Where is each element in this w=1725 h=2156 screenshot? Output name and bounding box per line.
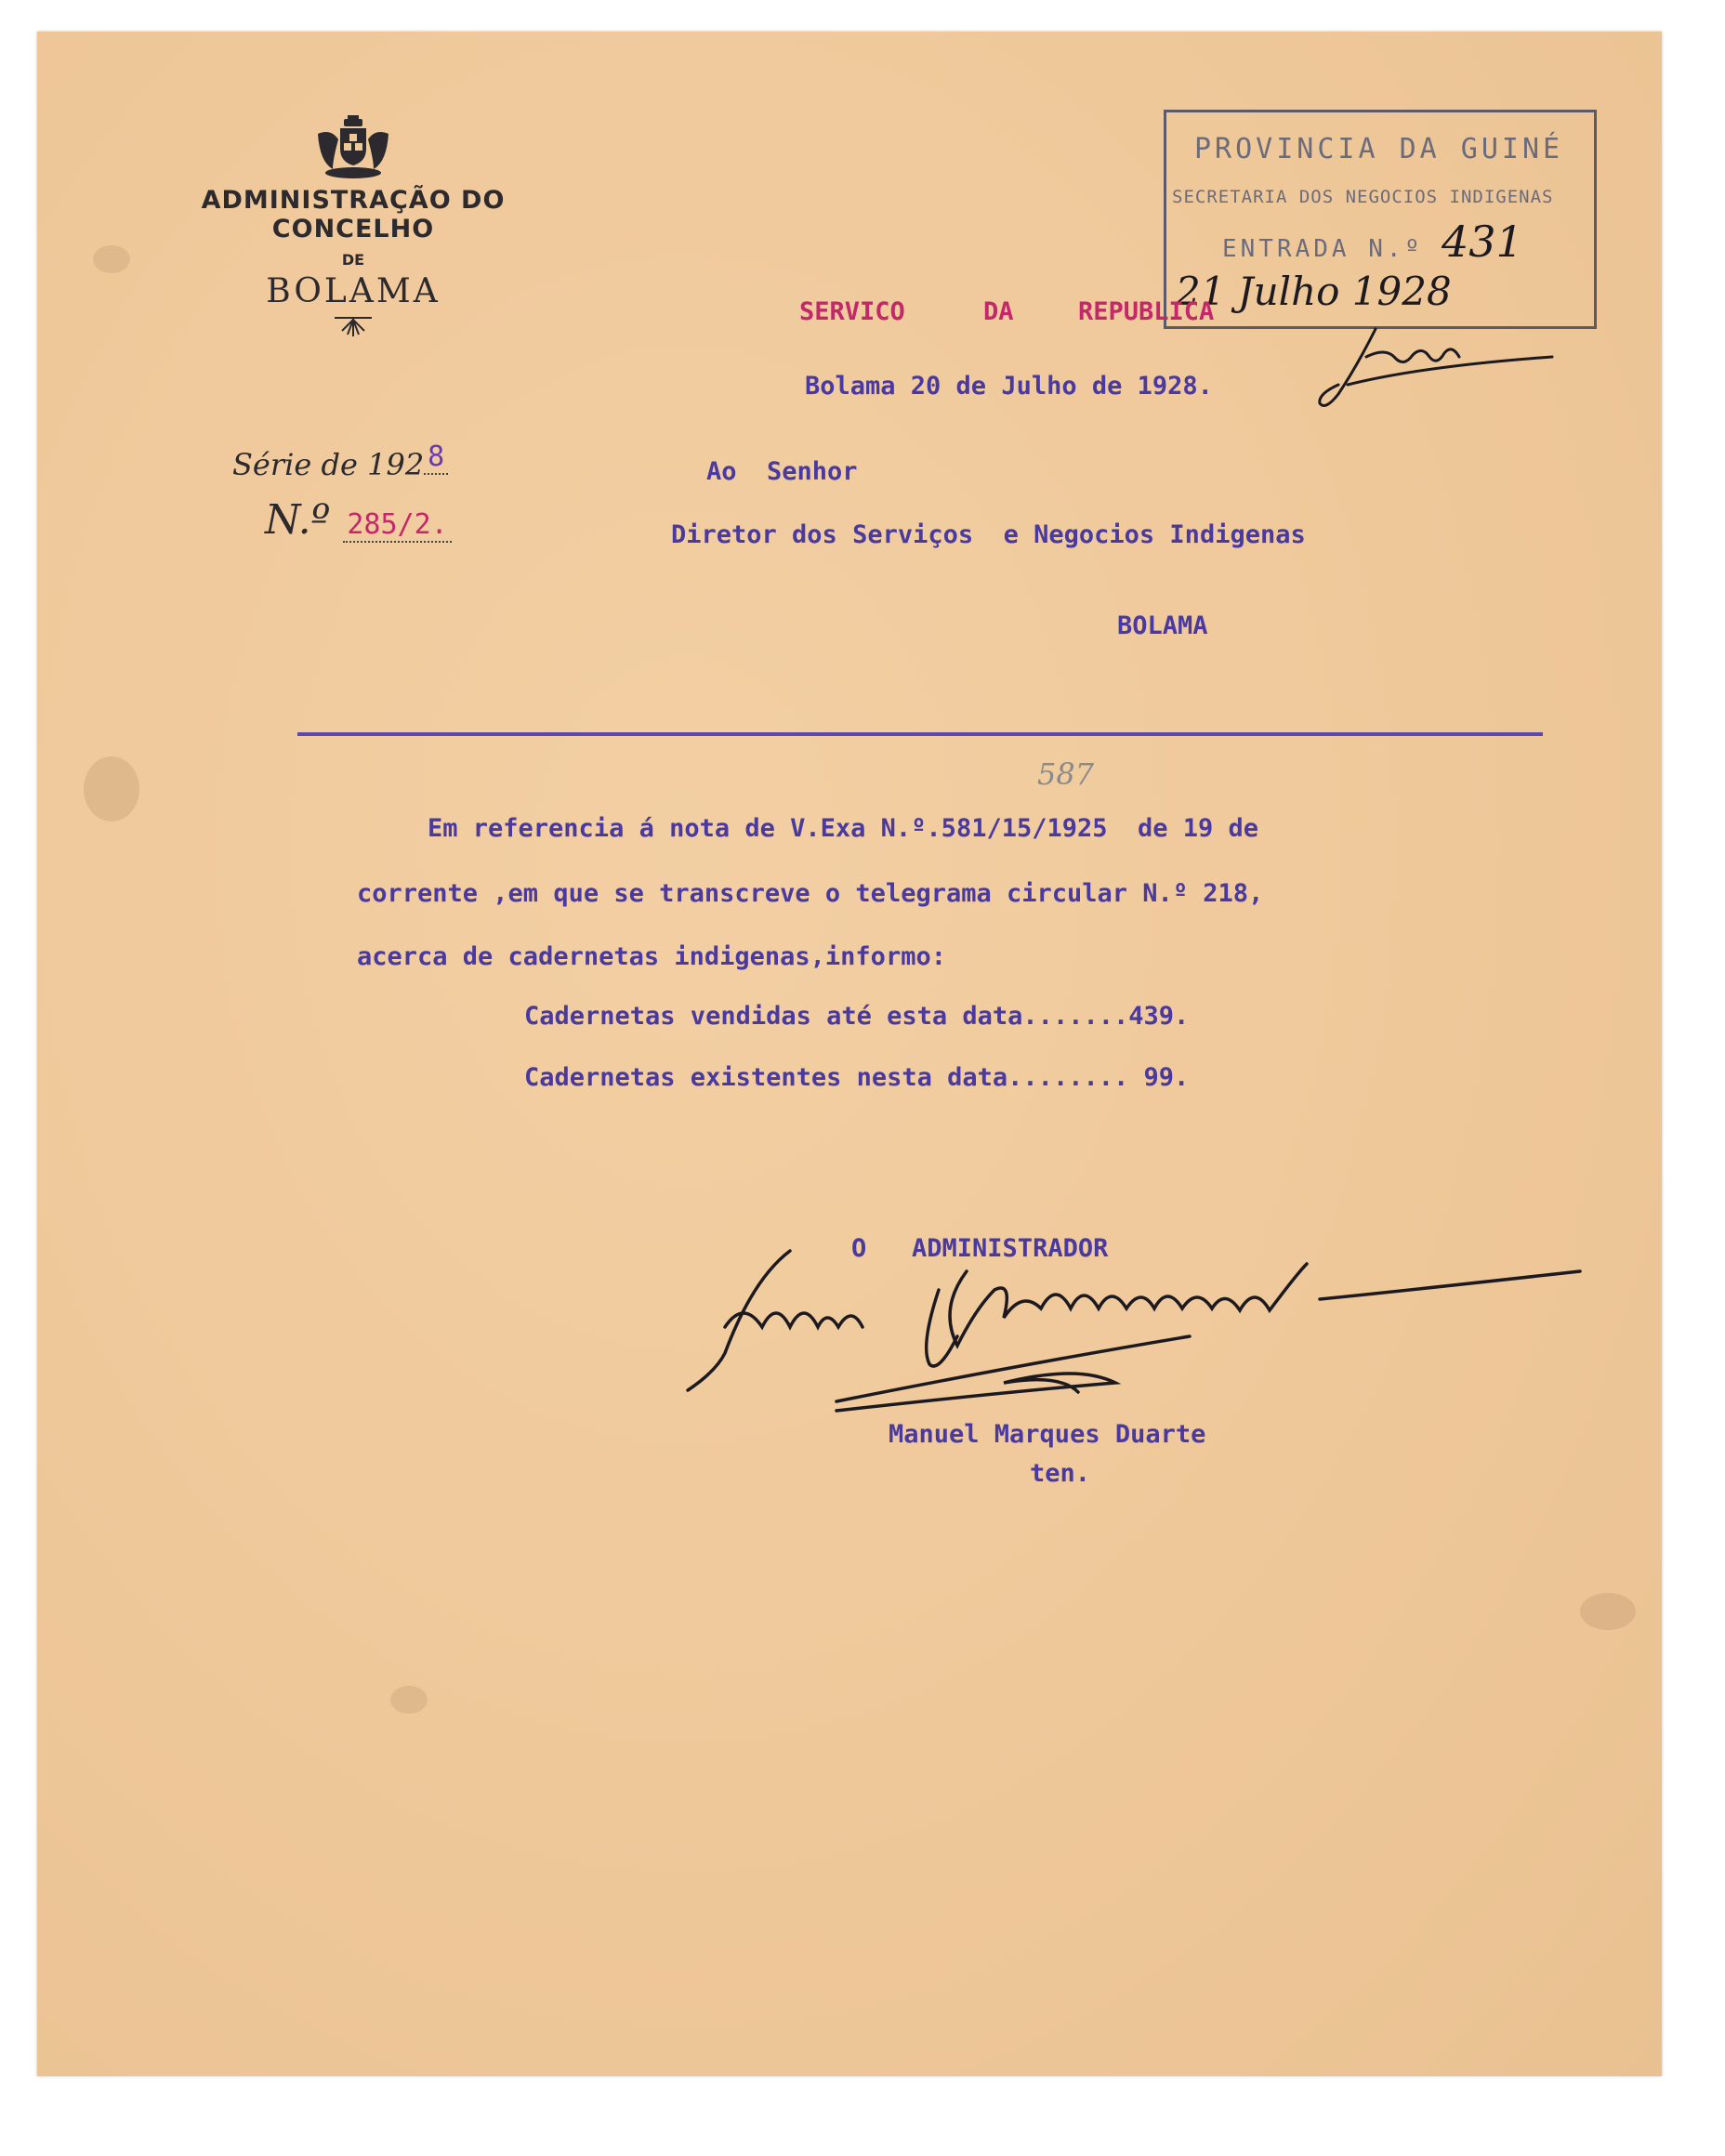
document-page: [37, 32, 1662, 2076]
body-line-1: Em referencia á nota de V.Exa N.º.581/15/1925 de 19 de: [428, 814, 1259, 843]
signature-rank: ten.: [1030, 1459, 1091, 1488]
signature-title: O ADMINISTRADOR: [851, 1234, 1109, 1263]
paper-stain: [93, 245, 130, 273]
serie-label: Série de 192: [232, 447, 425, 482]
addressee-title: Diretor dos Serviços e Negocios Indigenas: [671, 520, 1306, 549]
letterhead-place: BOLAMA: [266, 272, 441, 310]
serie-field: [232, 440, 448, 482]
body-line-2: corrente ,em que se transcreve o telegrama circular N.º 218,: [357, 879, 1264, 908]
paper-stain: [390, 1686, 428, 1714]
service-word-3: REPUBLICA: [1078, 297, 1215, 326]
place-date: Bolama 20 de Julho de 1928.: [805, 372, 1213, 401]
letterhead-title: ADMINISTRAÇÃO DO CONCELHO: [201, 186, 506, 243]
coat-of-arms-icon: [309, 115, 398, 180]
addressee-salutation: Ao Senhor: [706, 457, 858, 486]
serie-year-digit: 8: [424, 440, 448, 475]
paper-stain: [1580, 1593, 1636, 1630]
ornament-icon: [333, 314, 374, 338]
service-word-2: DA: [983, 297, 1014, 326]
stamp-line2: SECRETARIA DOS NEGOCIOS INDIGENAS: [1172, 187, 1554, 207]
body-item-2: Cadernetas existentes nesta data........ 99.: [524, 1063, 1190, 1092]
handwritten-rubric-icon: [1310, 320, 1589, 440]
number-label: N.º: [265, 496, 331, 544]
pencil-note: 587: [1037, 756, 1095, 792]
letterhead: [149, 115, 558, 338]
body-item-1: Cadernetas vendidas até esta data.......439.: [524, 1002, 1190, 1031]
body-line-3: acerca de cadernetas indigenas,informo:: [357, 942, 946, 971]
stamp-entry-number: 431: [1442, 217, 1523, 267]
number-field: [265, 496, 452, 544]
stamp-line1: PROVINCIA DA GUINÉ: [1194, 133, 1564, 165]
stamp-line3: ENTRADA N.º: [1222, 235, 1424, 263]
service-word-1: SERVICO: [799, 297, 905, 326]
divider-rule: [297, 732, 1543, 736]
handwritten-signature-icon: [669, 1234, 1608, 1420]
stamp-entry-date: 21 Julho 1928: [1176, 269, 1452, 314]
addressee-place: BOLAMA: [1117, 611, 1208, 640]
signature-name: Manuel Marques Duarte: [889, 1420, 1206, 1449]
entry-stamp: [1164, 110, 1597, 329]
paper-stain: [84, 756, 139, 822]
number-value: 285/2.: [343, 508, 451, 543]
letterhead-de: DE: [341, 251, 365, 269]
